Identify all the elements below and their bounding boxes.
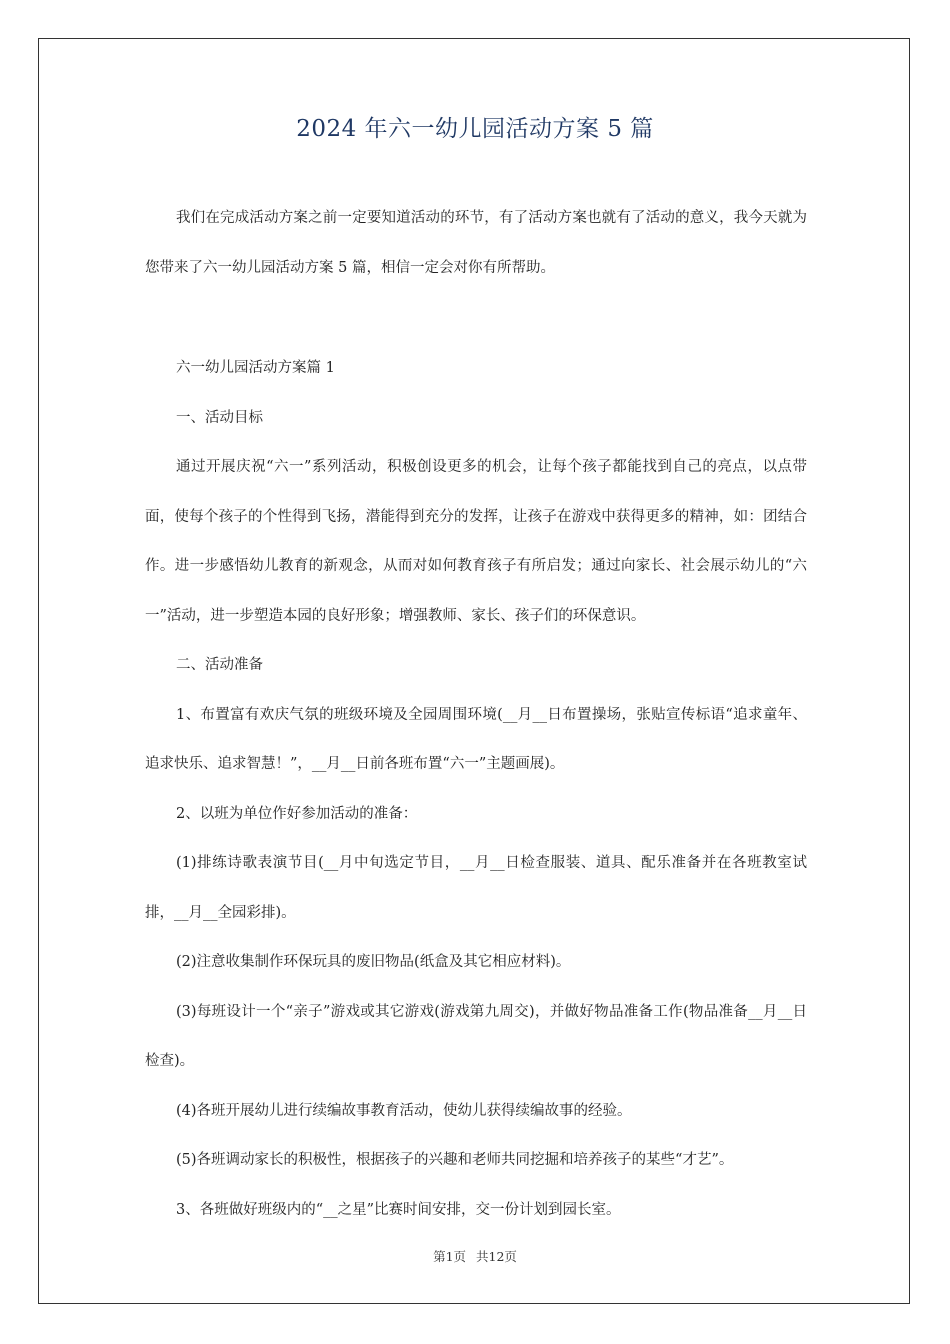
- prep-subitem-2: (2)注意收集制作环保玩具的废旧物品(纸盒及其它相应材料)。: [176, 954, 571, 970]
- prep-subitem-4: (4)各班开展幼儿进行续编故事教育活动，使幼儿获得续编故事的经验。: [176, 1102, 632, 1119]
- prep-subitem-5: (5)各班调动家长的积极性，根据孩子的兴趣和老师共同挖掘和培养孩子的某些“才艺”。: [176, 1152, 734, 1168]
- section-heading: 六一幼儿园活动方案篇 1: [176, 360, 335, 376]
- subheading-preparation: 二、活动准备: [176, 657, 263, 673]
- document-title: 2024 年六一幼儿园活动方案 5 篇: [296, 116, 654, 142]
- page-number: 第1页: [433, 1249, 467, 1264]
- prep-subitem-1: (1)排练诗歌表演节目(__月中旬选定节目，__月__日检查服装、道具、配乐准备并在各班教室试排，__月__全园彩排)。: [145, 855, 807, 921]
- goals-paragraph: 通过开展庆祝“六一”系列活动，积极创设更多的机会，让每个孩子都能找到自己的亮点，以点带面，使每个孩子的个性得到飞扬，潜能得到充分的发挥，让孩子在游戏中获得更多的精神，如：团结合作。进一步感悟幼儿教育的新观念，从而对如何教育孩子有所启发；通过向家长、社会展示幼儿的“六一”活动，进一步塑造本园的良好形象；增强教师、家长、孩子们的环保意识。: [145, 459, 807, 624]
- prep-item-2: 2、以班为单位作好参加活动的准备：: [176, 805, 418, 822]
- subheading-goals: 一、活动目标: [176, 409, 263, 426]
- prep-item-1: 1、布置富有欢庆气氛的班级环境及全园周围环境(__月__日布置操场，张贴宣传标语“追求童年、追求快乐、追求智慧！”，__月__日前各班布置“六一”主题画展)。: [145, 706, 807, 772]
- prep-subitem-3: (3)每班设计一个“亲子”游戏或其它游戏(游戏第九周交)，并做好物品准备工作(物品准备__月__日检查)。: [145, 1003, 807, 1069]
- intro-paragraph: 我们在完成活动方案之前一定要知道活动的环节，有了活动方案也就有了活动的意义，我今天就为您带来了六一幼儿园活动方案 5 篇，相信一定会对你有所帮助。: [145, 210, 807, 276]
- total-pages: 共12页: [476, 1249, 517, 1264]
- blank-line: [145, 293, 807, 344]
- document-body: [145, 194, 807, 1235]
- prep-item-3: 3、各班做好班级内的“__之星”比赛时间安排，交一份计划到园长室。: [176, 1201, 621, 1218]
- page-footer: [0, 1247, 950, 1265]
